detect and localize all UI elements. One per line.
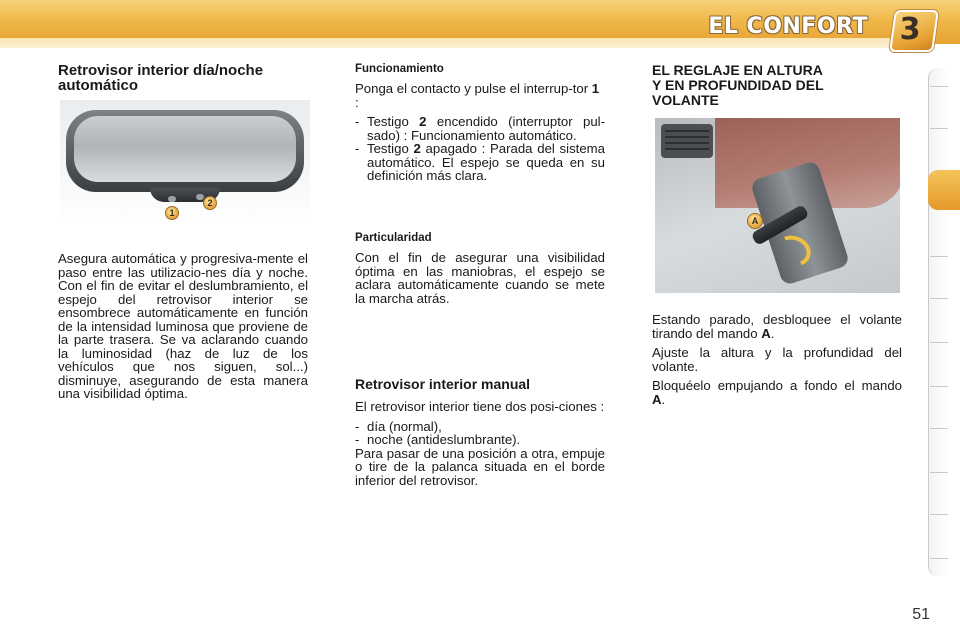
list-item-ref: 2 (413, 141, 421, 156)
callout-2: 2 (203, 196, 217, 210)
heading-line: EL REGLAJE EN ALTURA (652, 62, 823, 78)
column-manual-mirror (355, 377, 605, 493)
list-item-text: Testigo (367, 141, 414, 156)
page-number: 51 (912, 606, 930, 623)
page-header (0, 0, 960, 52)
mirror-glass (74, 116, 296, 182)
list-dash: - (355, 114, 360, 129)
chapter-tab-divider (930, 428, 948, 429)
chapter-tabs (928, 68, 960, 576)
heading-line: VOLANTE (652, 92, 719, 108)
column-steering-wheel (652, 63, 902, 108)
chapter-number: 3 (899, 12, 921, 47)
list-item-text: Testigo (367, 114, 420, 129)
operation-list (355, 115, 605, 183)
chapter-title: EL CONFORT (708, 14, 868, 39)
step-text: Bloquéelo empujando a fondo el mando (652, 378, 902, 393)
step-text: . (661, 391, 666, 407)
list-item (355, 142, 605, 183)
list-dash: - (355, 141, 360, 156)
column-particularity (355, 232, 605, 311)
mirror-illustration (60, 100, 310, 225)
section-heading-operation: Funcionamiento (355, 63, 444, 75)
list-item-text: noche (antideslumbrante). (367, 432, 521, 447)
chapter-tab-divider (930, 128, 948, 129)
steering-column-illustration (655, 118, 900, 293)
list-item (355, 433, 605, 447)
step-text: . (770, 325, 775, 341)
list-item-ref: 2 (419, 114, 427, 129)
operation-intro-ref: 1 (591, 81, 600, 96)
operation-intro-colon: : (355, 94, 359, 110)
column-mirror-operation (355, 63, 605, 183)
section-heading-particularity: Particularidad (355, 232, 432, 244)
steering-step-adjust: Ajuste la altura y la profundidad del volante. (652, 345, 902, 374)
steering-step-lock (652, 379, 902, 406)
list-item-text: día (normal), (367, 418, 442, 434)
auto-mirror-paragraph: Asegura automática y progresiva-mente el paso entre las utilizacio-nes día y noche. Con el fin de evitar el deslumbramiento, el espejo del retrovisor interior se ensombrece automáticamente en función de la intensidad luminosa que proviene de la parte trasera. Se va aclarando cuando la luminosidad (haz de luz de los vehículos que nos siguen, sol...) disminuye, asegurando de esta manera una visibilidad óptima. (58, 251, 308, 401)
section-heading-manual-mirror: Retrovisor interior manual (355, 376, 531, 392)
section-heading-steering-wheel (652, 63, 902, 108)
list-dash: - (355, 432, 360, 447)
column-mirror-auto (58, 63, 308, 93)
step-ref: A (652, 391, 662, 407)
steering-step-unlock (652, 313, 902, 340)
list-item-text: apagado : Parada del sistema automático. El espejo se queda en su definición más clara. (367, 141, 605, 183)
air-vent (661, 124, 713, 158)
callout-a: A (747, 213, 763, 229)
vent-slat (665, 130, 709, 132)
chapter-tab-divider (930, 386, 948, 387)
manual-mirror-intro: El retrovisor interior tiene dos posi-ciones : (355, 399, 605, 414)
chapter-tab-divider (930, 472, 948, 473)
heading-line: Y EN PROFUNDIDAD DEL (652, 77, 824, 93)
section-heading-auto-mirror: Retrovisor interior día/noche automático (58, 62, 264, 94)
vent-slat (665, 148, 709, 150)
list-dash: - (355, 418, 360, 434)
auto-mirror-description (58, 252, 308, 407)
mirror-switch (168, 196, 176, 202)
chapter-tab-divider (930, 514, 948, 515)
operation-intro-text: Ponga el contacto y pulse el interrup-tor (355, 81, 592, 96)
list-item (355, 115, 605, 142)
chapter-tab-divider (930, 256, 948, 257)
particularity-text: Con el fin de asegurar una visibilidad óptima en las maniobras, el espejo se aclara automáticamente cuando se mete la marcha atrás. (355, 250, 605, 306)
chapter-tab-divider (930, 298, 948, 299)
vent-slat (665, 142, 709, 144)
operation-intro (355, 82, 605, 109)
manual-mirror-instructions: Para pasar de una posición a otra, empuje o tire de la palanca situada en el borde inferior del retrovisor. (355, 445, 605, 488)
chapter-tab-divider (930, 342, 948, 343)
list-item (355, 420, 605, 434)
chapter-tab-divider (930, 558, 948, 559)
steering-wheel-instructions (652, 313, 902, 412)
header-band-highlight (0, 38, 900, 48)
chapter-tab-divider (930, 86, 948, 87)
vent-slat (665, 136, 709, 138)
chapter-tab-current[interactable] (928, 170, 960, 210)
step-ref: A (761, 325, 771, 341)
step-text: Estando parado, desbloquee el volante tirando del mando (652, 312, 902, 341)
callout-1: 1 (165, 206, 179, 220)
list-item-text: encendido (interruptor pul-sado) : Funcionamiento automático. (367, 114, 606, 143)
chapter-tab-rail (928, 68, 948, 576)
manual-positions-list (355, 420, 605, 447)
